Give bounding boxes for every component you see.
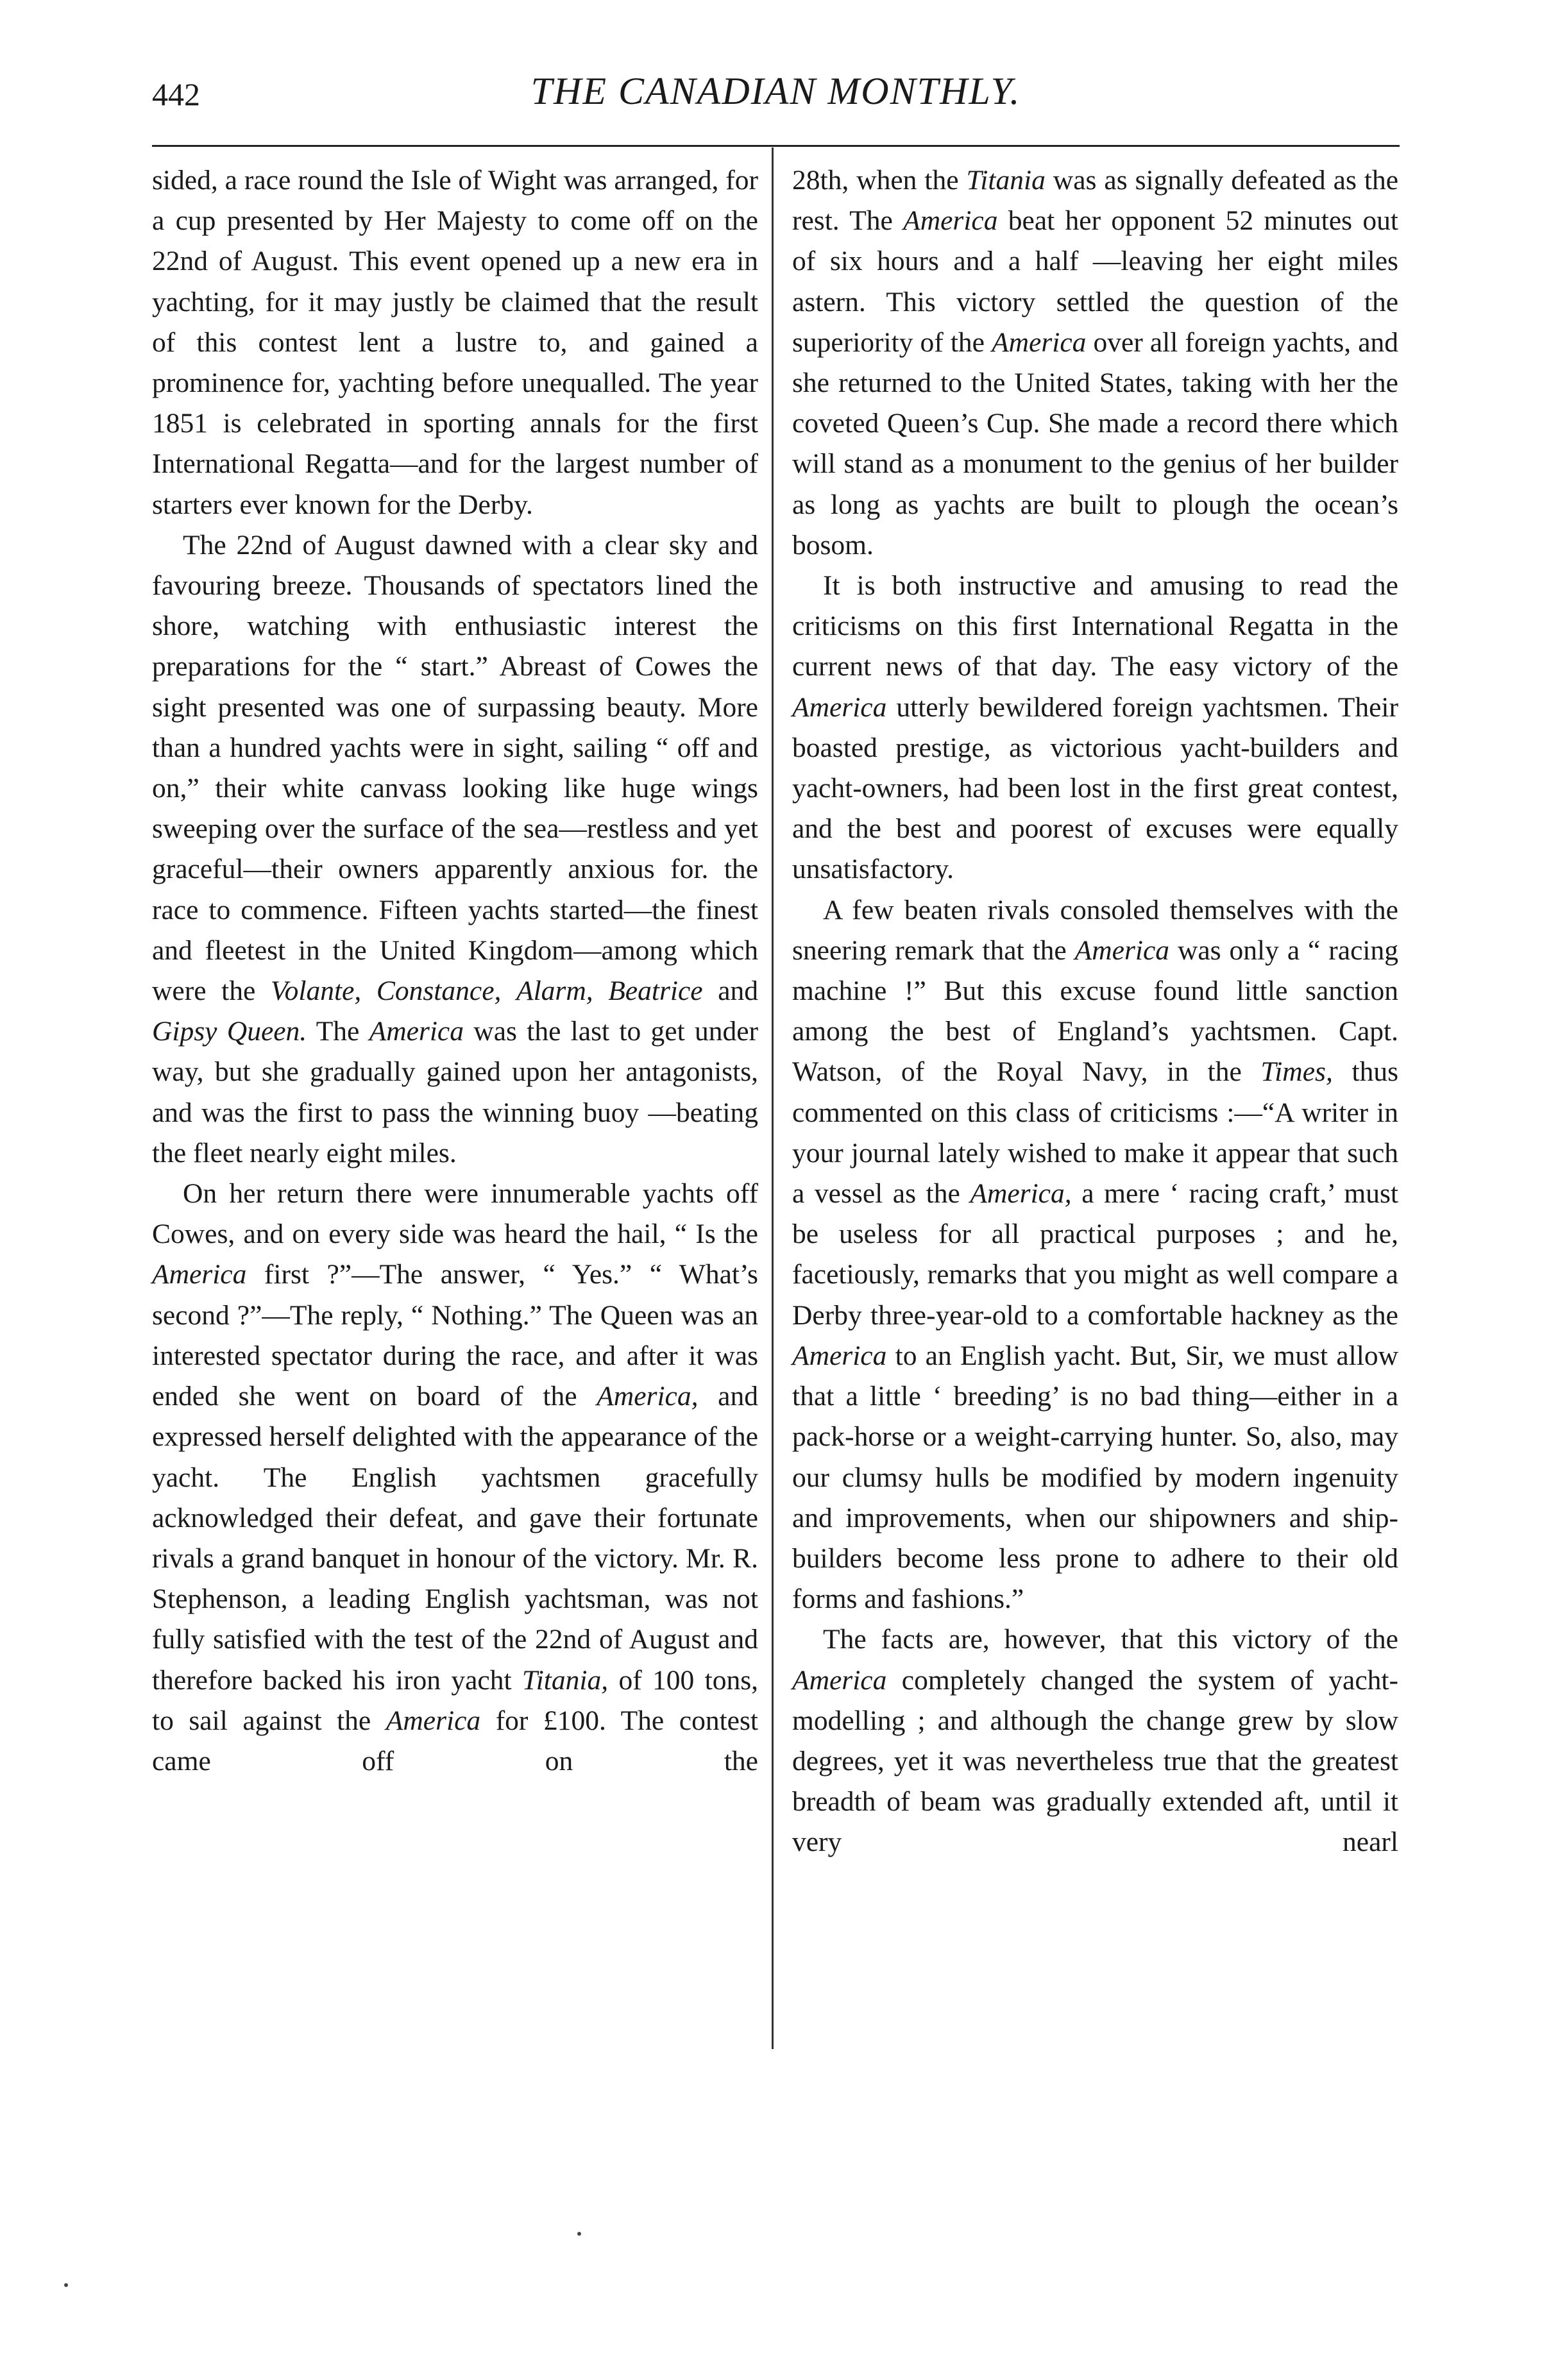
ship-name: Constance, — [376, 975, 502, 1007]
newspaper-name: Times, — [1260, 1056, 1333, 1088]
paragraph-text: The — [307, 1016, 369, 1047]
paragraph-text — [593, 975, 609, 1006]
ship-name: America — [386, 1705, 481, 1736]
left-column — [152, 160, 758, 1782]
paragraph-text: a mere ‘ racing craft,’ must be useless for all practical purposes ; and he, facetiously, remarks that you might as well compare a Derby three-year-old to a comfortable hackney as the — [792, 1178, 1398, 1331]
paragraph-text: and expressed herself delighted with the appearance of the yacht. The English yachtsmen gracefully acknowledged their defeat, and gave their fortunate rivals a grand banquet in honour of the victory. Mr. R. Stephenson, a leading English yachtsman, was not fully satisfied with the test of the 22nd of August and therefore backed his iron yacht — [152, 1381, 758, 1696]
paragraph — [792, 160, 1398, 566]
ship-name: America, — [597, 1381, 699, 1412]
paragraph-text: was the last to get under way, but she gradually gained upon her antagonists, and was the first to pass the winning buoy —beating the fleet nearly eight miles. — [152, 1016, 758, 1169]
paragraph-text: beat her opponent 52 minutes out of six hours and a half —leaving her eight miles astern. This victory settled the question of the superiority of the — [792, 205, 1398, 358]
ship-name: America, — [970, 1178, 1072, 1210]
ship-name: America — [1074, 934, 1170, 966]
ship-name: America — [792, 691, 887, 723]
ship-name: Titania, — [521, 1664, 609, 1696]
paragraph-text: was only a “ racing machine !” But this excuse found little sanction among the best of England’s yachtsmen. Capt. Watson, of the Royal Navy, in the — [792, 934, 1398, 1088]
paragraph — [792, 1619, 1398, 1862]
paragraph-text: to an English yacht. But, Sir, we must allow that a little ‘ breeding’ is no bad thing—either in a pack-horse or a weight-carrying hunter. So, also, may our clumsy hulls be modified by modern ingenuity and improvements, when our shipowners and ship-builders become less prone to adhere to their old forms and fashions.” — [792, 1340, 1398, 1615]
ship-name: America — [792, 1664, 887, 1696]
ship-name: America — [792, 1340, 887, 1371]
paragraph-text: It is both instructive and amusing to read the criticisms on this first International Regatta in the current news of that day. The easy victory of the — [792, 570, 1398, 682]
paragraph — [152, 1174, 758, 1782]
paragraph-text: and — [702, 975, 758, 1007]
print-speck — [64, 2283, 68, 2287]
ship-name: America — [903, 205, 998, 237]
paragraph-text: completely changed the system of yacht-modelling ; and although the change grew by slow degrees, yet it was nevertheless true that the greatest breadth of beam was gradually extended aft, until it very nearl — [792, 1664, 1398, 1858]
header-rule — [152, 145, 1400, 147]
paragraph-text: first ?”—The answer, “ Yes.” “ What’s second ?”—The reply, “ Nothing.” The Queen was an interested spectator during the race, and after it was ended she went on board of the — [152, 1259, 758, 1412]
paragraph-text: was as signally defeated as the rest. The — [792, 165, 1399, 237]
paragraph-text: utterly bewildered foreign yachtsmen. Their boasted prestige, as victorious yacht-builders and yacht-owners, had been lost in the first great contest, and the best and poorest of excuses were equally unsatisfactory. — [792, 691, 1398, 885]
paragraph-text: A few beaten rivals consoled themselves with the sneering remark that the — [792, 894, 1398, 966]
ship-name: America — [369, 1016, 464, 1047]
paragraph-text — [501, 975, 516, 1006]
ship-name: Beatrice — [608, 975, 703, 1007]
ship-name: America — [152, 1259, 247, 1290]
print-speck — [577, 2232, 581, 2236]
running-title: THE CANADIAN MONTHLY. — [530, 70, 1021, 112]
ship-name: Alarm, — [516, 975, 593, 1007]
paragraph-text: for £100. The contest came off on the — [152, 1705, 758, 1777]
paragraph-text: of 100 tons, to sail against the — [152, 1664, 758, 1736]
ship-name: Gipsy Queen. — [152, 1016, 307, 1047]
paragraph-text — [361, 975, 377, 1006]
paragraph-text: thus commented on this class of criticisms :—“A writer in your journal lately wished to make it appear that such a vessel as the — [792, 1056, 1399, 1210]
right-column — [792, 160, 1398, 1863]
ship-name: Titania — [966, 165, 1046, 196]
ship-name: America — [992, 326, 1087, 358]
paragraph-text: On her return there were innumerable yachts off Cowes, and on every side was heard the hail, “ Is the — [152, 1178, 758, 1250]
column-rule — [772, 148, 774, 2049]
page-number: 442 — [152, 76, 200, 112]
paragraph — [792, 890, 1398, 1620]
paragraph — [152, 525, 758, 1174]
paragraph — [792, 566, 1398, 890]
ship-name: Volante, — [270, 975, 362, 1007]
paragraph-text: sided, a race round the Isle of Wight was arranged, for a cup presented by Her Majesty to come off on the 22nd of August. This event opened up a new era in yachting, for it may justly be claimed that the result of this contest lent a lustre to, and gained a prominence for, yachting before unequalled. The year 1851 is celebrated in sporting annals for the first International Regatta—and for the largest number of starters ever known for the Derby. — [152, 165, 758, 520]
paragraph — [152, 160, 758, 525]
paragraph-text: The facts are, however, that this victory of the — [823, 1624, 1398, 1655]
paragraph-text: 28th, when the — [792, 165, 967, 196]
paragraph-text: over all foreign yachts, and she returned to the United States, taking with her the coveted Queen’s Cup. She made a record there which will stand as a monument to the genius of her builder as long as yachts are built to plough the ocean’s bosom. — [792, 326, 1398, 561]
page-header — [152, 69, 1400, 121]
paragraph-text: The 22nd of August dawned with a clear sky and favouring breeze. Thousands of spectators lined the shore, watching with enthusiastic interest the preparations for the “ start.” Abreast of Cowes the sight presented was one of surpassing beauty. More than a hundred yachts were in sight, sailing “ off and on,” their white canvass looking like huge wings sweeping over the surface of the sea—restless and yet graceful—their owners apparently anxious for. the race to commence. Fifteen yachts started—the finest and fleetest in the United Kingdom—among which were the — [152, 529, 758, 1007]
